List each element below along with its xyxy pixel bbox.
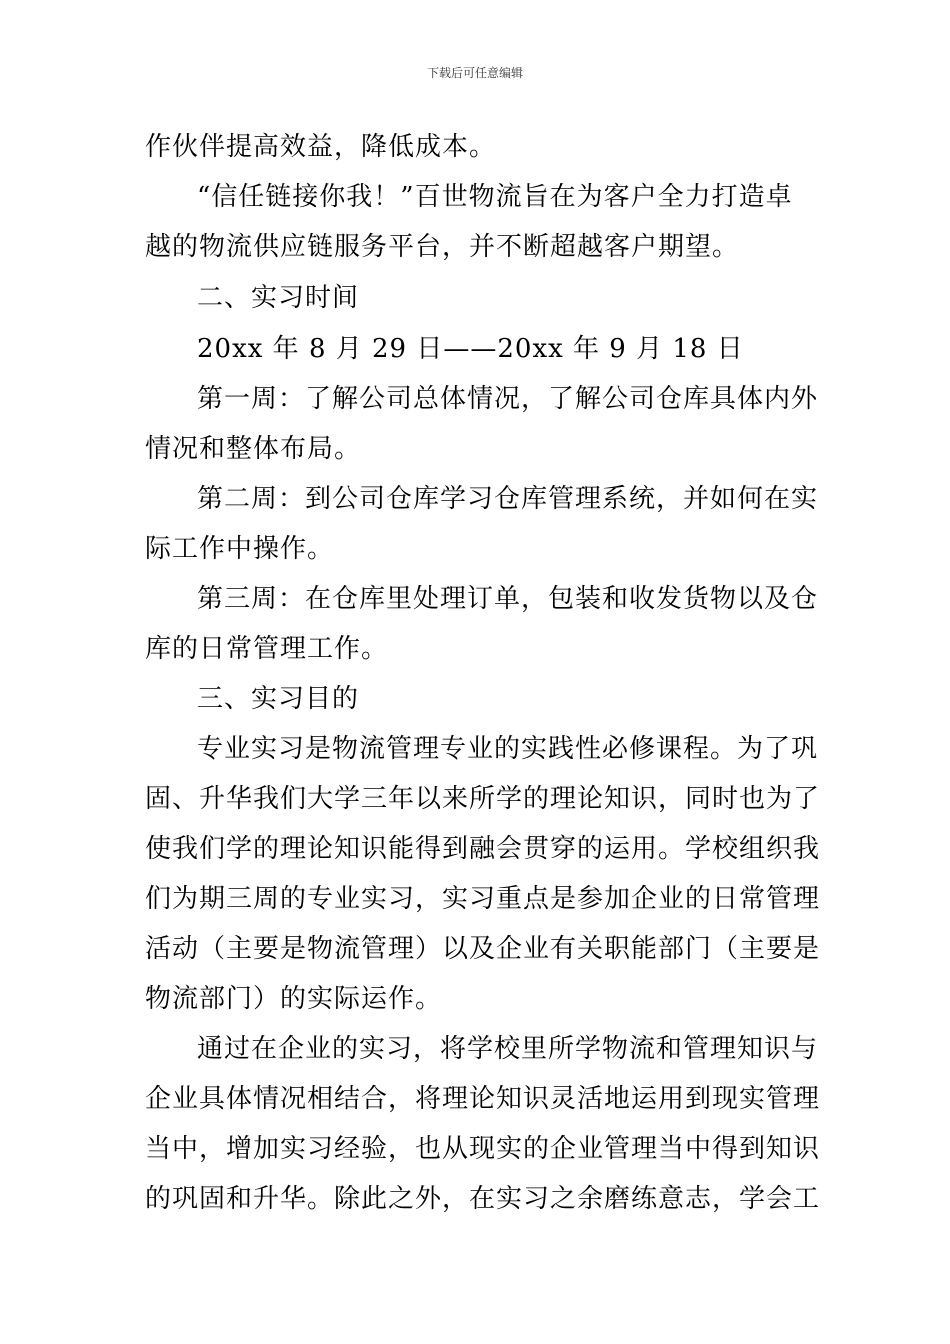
date-range: 20xx 年 8 月 29 日——20xx 年 9 月 18 日	[197, 334, 744, 364]
page-header: 下载后可任意编辑	[426, 66, 523, 80]
paragraph-first-line: 第一周：了解公司总体情况，了解公司仓库具体内外	[197, 384, 819, 414]
text-line: 情况和整体布局。	[145, 434, 362, 464]
paragraph-first-line: 通过在企业的实习，将学校里所学物流和管理知识与	[197, 1034, 819, 1064]
text-line: 的巩固和升华。除此之外，在实习之余磨练意志，学会工	[145, 1184, 821, 1214]
text-line: 企业具体情况相结合，将理论知识灵活地运用到现实管理	[145, 1084, 821, 1114]
text-line: 活动（主要是物流管理）以及企业有关职能部门（主要是	[145, 934, 821, 964]
text-line: 库的日常管理工作。	[145, 634, 389, 664]
text-line: 越的物流供应链服务平台，并不断超越客户期望。	[145, 232, 740, 262]
paragraph-first-line: 第二周：到公司仓库学习仓库管理系统，并如何在实	[197, 484, 819, 514]
text-line: 作伙伴提高效益，降低成本。	[145, 132, 497, 162]
section-heading: 三、实习目的	[197, 684, 360, 714]
text-line: 当中，增加实习经验，也从现实的企业管理当中得到知识	[145, 1134, 821, 1164]
section-heading: 二、实习时间	[197, 283, 360, 313]
paragraph-first-line: 第三周：在仓库里处理订单，包装和收发货物以及仓	[197, 584, 819, 614]
text-line: 使我们学的理论知识能得到融会贯穿的运用。学校组织我	[145, 834, 821, 864]
text-line: 们为期三周的专业实习，实习重点是参加企业的日常管理	[145, 884, 821, 914]
text-line: 固、升华我们大学三年以来所学的理论知识，同时也为了	[145, 784, 821, 814]
paragraph-first-line: 专业实习是物流管理专业的实践性必修课程。为了巩	[197, 734, 819, 764]
paragraph-first-line: “信任链接你我！”百世物流旨在为客户全力打造卓	[197, 182, 793, 212]
text-line: 物流部门）的实际运作。	[145, 984, 443, 1014]
text-line: 际工作中操作。	[145, 534, 335, 564]
